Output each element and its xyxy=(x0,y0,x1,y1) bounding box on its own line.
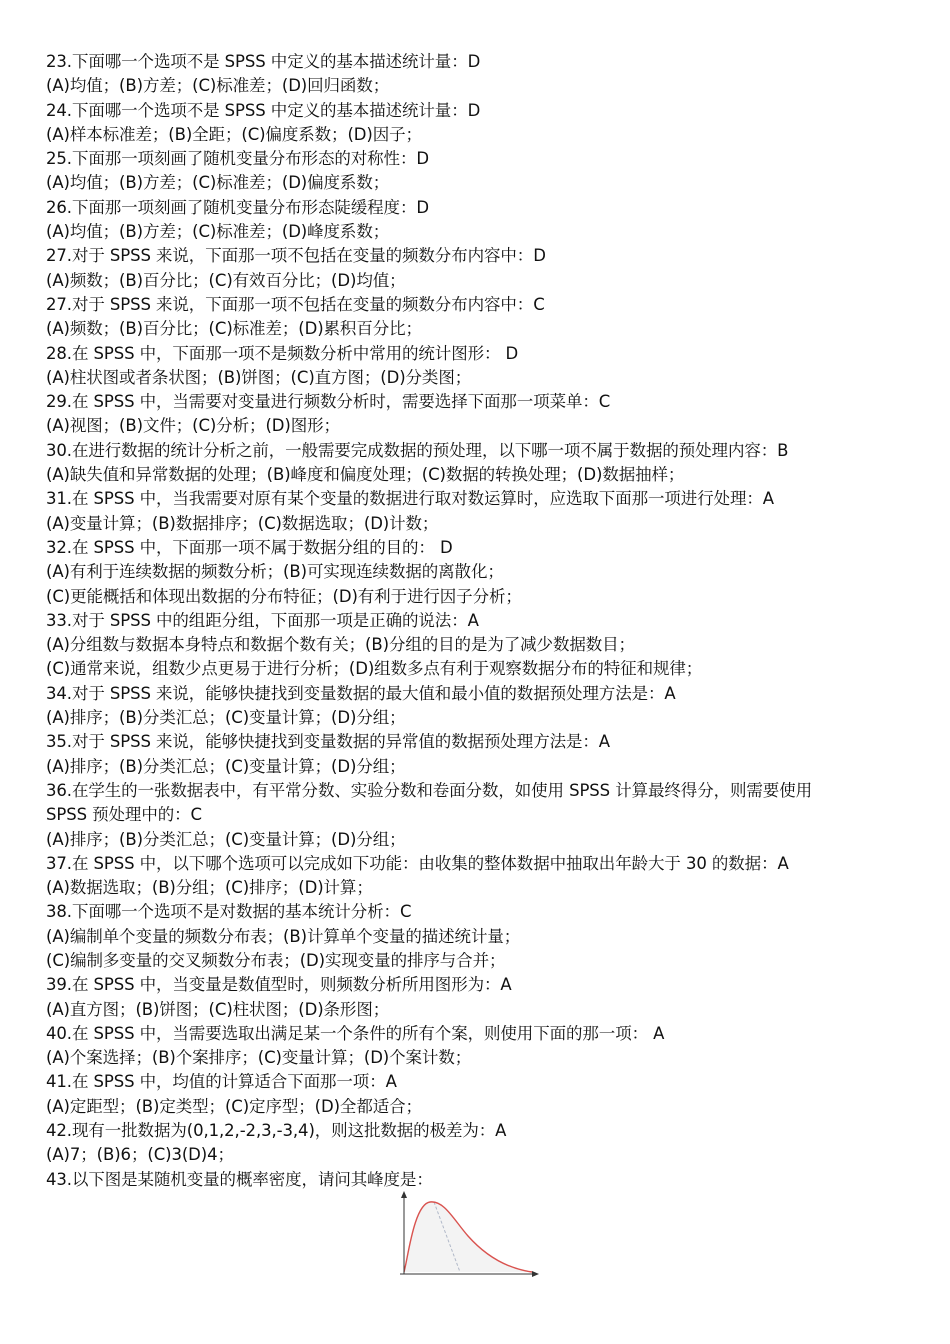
question-31: 31.在 SPSS 中，当我需要对原有某个变量的数据进行取对数运算时，应选取下面那一项进行处理：A xyxy=(46,489,774,509)
question-27b: 27.对于 SPSS 来说，下面那一项不包括在变量的频数分布内容中：C xyxy=(46,294,545,314)
options-37: (A)数据选取；(B)分组；(C)排序；(D)计算； xyxy=(46,878,373,898)
exam-document xyxy=(46,50,916,1192)
options-34: (A)排序；(B)分类汇总；(C)变量计算；(D)分组； xyxy=(46,708,406,728)
question-40: 40.在 SPSS 中，当需要选取出满足某一个条件的所有个案，则使用下面的那一项： A xyxy=(46,1023,665,1043)
options-24: (A)样本标准差；(B)全距；(C)偏度系数；(D)因子； xyxy=(46,124,422,144)
question-30: 30.在进行数据的统计分析之前，一般需要完成数据的预处理，以下哪一项不属于数据的预处理内容：B xyxy=(46,440,789,460)
options-29: (A)视图；(B)文件；(C)分析；(D)图形； xyxy=(46,416,340,436)
question-28: 28.在 SPSS 中，下面那一项不是频数分析中常用的统计图形： D xyxy=(46,343,519,363)
question-36-line2: SPSS 预处理中的：C xyxy=(46,805,202,825)
question-23: 23.下面哪一个选项不是 SPSS 中定义的基本描述统计量：D xyxy=(46,52,481,71)
density-curve-plot xyxy=(396,1188,542,1280)
question-36-line1: 36.在学生的一张数据表中，有平常分数、实验分数和卷面分数，如使用 SPSS 计算最终得分，则需要使用 xyxy=(46,780,813,800)
options-30: (A)缺失值和异常数据的处理；(B)峰度和偏度处理；(C)数据的转换处理；(D)数据抽样； xyxy=(46,465,685,485)
options-32-line2: (C)更能概括和体现出数据的分布特征；(D)有利于进行因子分析； xyxy=(46,586,522,606)
question-38: 38.下面哪一个选项不是对数据的基本统计分析：C xyxy=(46,902,412,922)
options-33-line1: (A)分组数与数据本身特点和数据个数有关；(B)分组的目的是为了减少数据数目； xyxy=(46,635,635,655)
question-39: 39.在 SPSS 中，当变量是数值型时，则频数分析所用图形为：A xyxy=(46,975,512,995)
question-27a: 27.对于 SPSS 来说，下面那一项不包括在变量的频数分布内容中：D xyxy=(46,246,546,266)
y-axis-arrow-icon xyxy=(401,1191,407,1198)
question-25: 25.下面那一项刻画了随机变量分布形态的对称性：D xyxy=(46,149,429,169)
options-23: (A)均值；(B)方差；(C)标准差；(D)回归函数； xyxy=(46,76,390,96)
density-curve-figure xyxy=(396,1188,542,1280)
question-29: 29.在 SPSS 中，当需要对变量进行频数分析时，需要选择下面那一项菜单：C xyxy=(46,392,611,412)
question-32: 32.在 SPSS 中，下面那一项不属于数据分组的目的： D xyxy=(46,537,453,557)
question-33: 33.对于 SPSS 中的组距分组，下面那一项是正确的说法：A xyxy=(46,610,479,630)
x-axis-arrow-icon xyxy=(532,1271,539,1277)
options-33-line2: (C)通常来说，组数少点更易于进行分析；(D)组数多点有利于观察数据分布的特征和规律； xyxy=(46,659,703,679)
options-36: (A)排序；(B)分类汇总；(C)变量计算；(D)分组； xyxy=(46,829,406,849)
options-28: (A)柱状图或者条状图；(B)饼图；(C)直方图；(D)分类图； xyxy=(46,367,472,387)
options-38-line1: (A)编制单个变量的频数分布表；(B)计算单个变量的描述统计量； xyxy=(46,926,521,946)
question-37: 37.在 SPSS 中，以下哪个选项可以完成如下功能：由收集的整体数据中抽取出年龄大于 30 的数据：A xyxy=(46,853,789,873)
question-43: 43.以下图是某随机变量的概率密度，请问其峰度是： xyxy=(46,1169,433,1189)
options-32-line1: (A)有利于连续数据的频数分析；(B)可实现连续数据的离散化； xyxy=(46,562,504,582)
options-25: (A)均值；(B)方差；(C)标准差；(D)偏度系数； xyxy=(46,173,390,193)
options-38-line2: (C)编制多变量的交叉频数分布表；(D)实现变量的排序与合并； xyxy=(46,950,506,970)
options-27a: (A)频数；(B)百分比；(C)有效百分比；(D)均值； xyxy=(46,270,406,290)
question-35: 35.对于 SPSS 来说，能够快捷找到变量数据的异常值的数据预处理方法是：A xyxy=(46,732,610,752)
options-31: (A)变量计算；(B)数据排序；(C)数据选取；(D)计数； xyxy=(46,513,439,533)
question-26: 26.下面那一项刻画了随机变量分布形态陡缓程度：D xyxy=(46,197,429,217)
options-35: (A)排序；(B)分类汇总；(C)变量计算；(D)分组； xyxy=(46,756,406,776)
options-40: (A)个案选择；(B)个案排序；(C)变量计算；(D)个案计数； xyxy=(46,1048,472,1068)
question-42: 42.现有一批数据为(0,1,2,-2,3,-3,4)，则这批数据的极差为：A xyxy=(46,1121,507,1141)
question-41: 41.在 SPSS 中，均值的计算适合下面那一项：A xyxy=(46,1072,397,1092)
options-42: (A)7；(B)6；(C)3(D)4； xyxy=(46,1145,234,1165)
question-34: 34.对于 SPSS 来说，能够快捷找到变量数据的最大值和最小值的数据预处理方法是：A xyxy=(46,683,676,703)
options-27b: (A)频数；(B)百分比；(C)标准差；(D)累积百分比； xyxy=(46,319,422,339)
options-41: (A)定距型；(B)定类型；(C)定序型；(D)全都适合； xyxy=(46,1096,422,1116)
options-26: (A)均值；(B)方差；(C)标准差；(D)峰度系数； xyxy=(46,222,390,242)
options-39: (A)直方图；(B)饼图；(C)柱状图；(D)条形图； xyxy=(46,999,390,1019)
question-24: 24.下面哪一个选项不是 SPSS 中定义的基本描述统计量：D xyxy=(46,100,481,120)
